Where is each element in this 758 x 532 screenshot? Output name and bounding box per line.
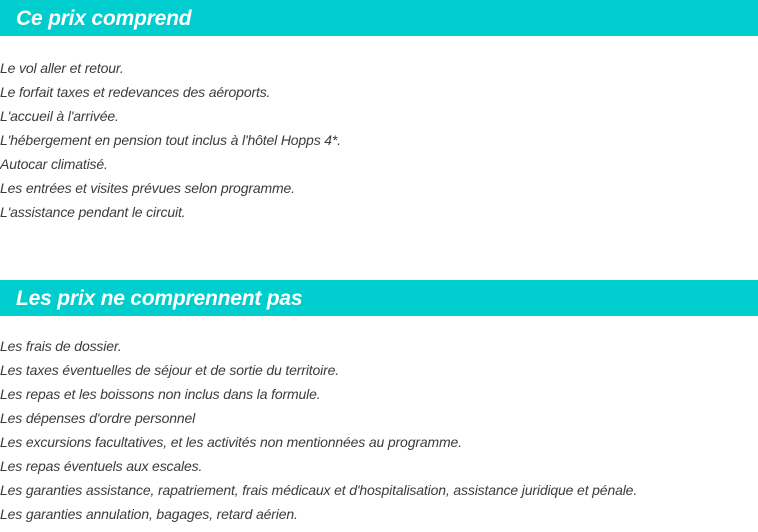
- list-item: Les entrées et visites prévues selon programme.: [0, 180, 295, 196]
- section-body-excluded: [0, 334, 758, 526]
- list-item: L'accueil à l'arrivée.: [0, 108, 119, 124]
- section-title-excluded: Les prix ne comprennent pas: [16, 286, 303, 310]
- list-item: Les repas éventuels aux escales.: [0, 458, 203, 474]
- section-title-included: Ce prix comprend: [16, 6, 192, 30]
- section-body-included: [0, 56, 758, 224]
- list-item: Les garanties annulation, bagages, retard aérien.: [0, 506, 298, 522]
- spacer-excluded-top: [0, 316, 758, 334]
- section-header-excluded: [0, 280, 758, 316]
- list-item: Les frais de dossier.: [0, 338, 122, 354]
- list-item: Autocar climatisé.: [0, 156, 108, 172]
- section-header-included: [0, 0, 758, 36]
- list-item: Les taxes éventuelles de séjour et de sortie du territoire.: [0, 362, 340, 378]
- list-item: Le forfait taxes et redevances des aéroports.: [0, 84, 271, 100]
- spacer-included-top: [0, 36, 758, 56]
- spacer-between-sections: [0, 224, 758, 280]
- list-item: Les excursions facultatives, et les activités non mentionnées au programme.: [0, 434, 462, 450]
- list-item: Le vol aller et retour.: [0, 60, 124, 76]
- list-item: L'assistance pendant le circuit.: [0, 204, 186, 220]
- list-item: Les garanties assistance, rapatriement, frais médicaux et d'hospitalisation, assistance juridique et pénale.: [0, 482, 638, 498]
- list-item: L'hébergement en pension tout inclus à l'hôtel Hopps 4*.: [0, 132, 341, 148]
- list-item: Les dépenses d'ordre personnel: [0, 410, 196, 426]
- list-item: Les repas et les boissons non inclus dans la formule.: [0, 386, 321, 402]
